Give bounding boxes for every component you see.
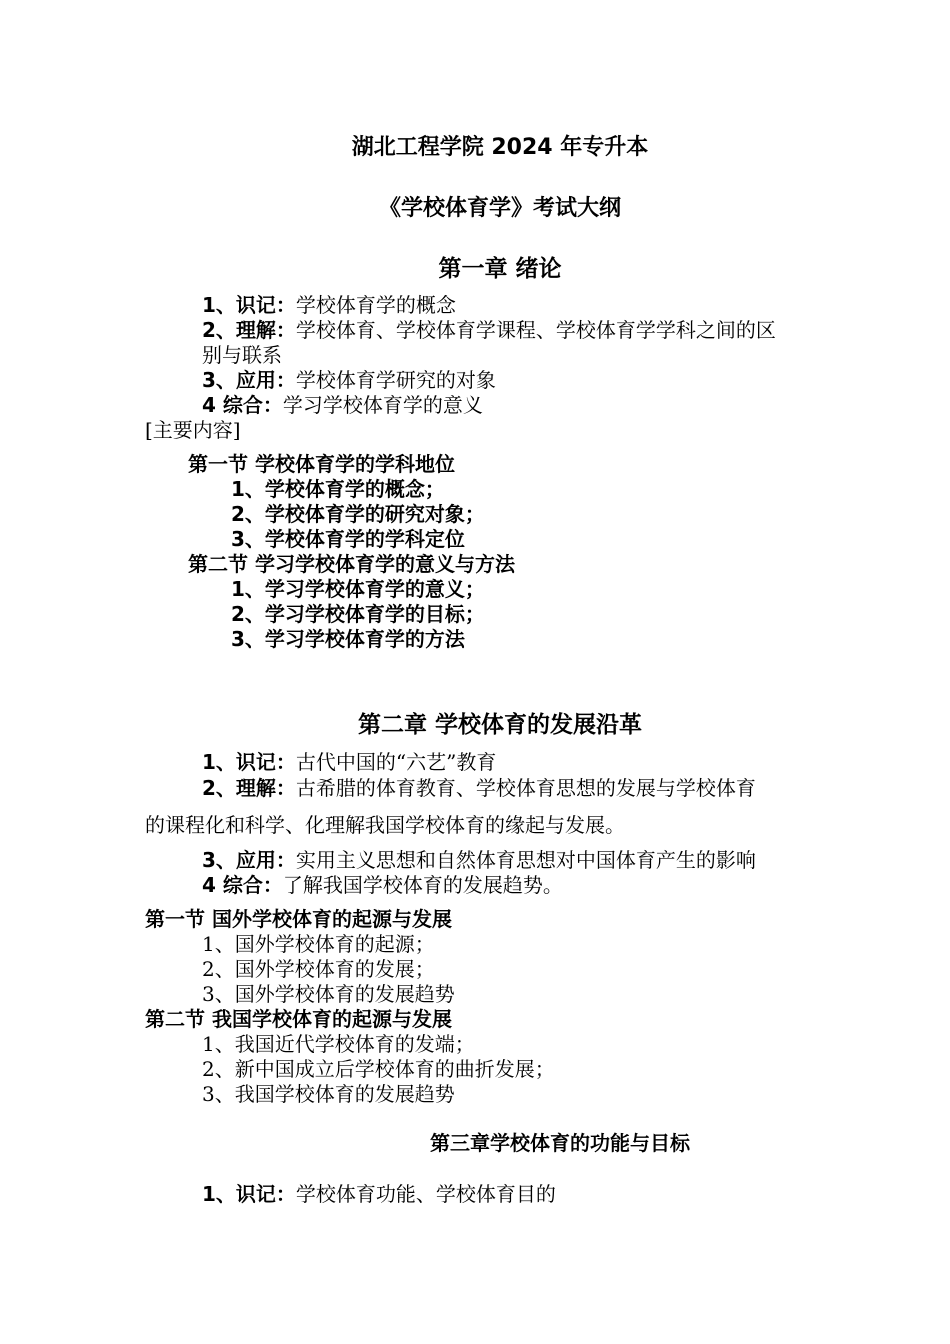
ch2-objective-3	[202, 848, 756, 873]
ch2-objective-2-cont: 的课程化和科学、化理解我国学校体育的缘起与发展。	[145, 813, 625, 837]
list-item: 2、国外学校体育的发展；	[202, 957, 435, 981]
list-item: 2、学习学校体育学的目标；	[231, 602, 485, 626]
list-item: 1、学习学校体育学的意义；	[231, 577, 485, 601]
ch1-objective-2	[202, 318, 776, 343]
list-item: 1、国外学校体育的起源；	[202, 932, 435, 956]
objective-text: 学校体育、学校体育学课程、学校体育学学科之间的区	[295, 318, 776, 342]
objective-text: 学校体育学研究的对象	[295, 368, 496, 392]
ch2-objective-1	[202, 750, 496, 775]
objective-label: 4 综合：	[202, 873, 283, 897]
ch2-section-1-title: 第一节 国外学校体育的起源与发展	[145, 907, 452, 931]
ch2-objective-2	[202, 776, 756, 801]
objective-text: 了解我国学校体育的发展趋势。	[282, 873, 563, 897]
objective-text: 学习学校体育学的意义	[282, 393, 483, 417]
objective-text: 实用主义思想和自然体育思想对中国体育产生的影响	[295, 848, 756, 872]
objective-text: 学校体育学的概念	[295, 293, 456, 317]
list-item: 3、学习学校体育学的方法	[231, 627, 465, 651]
objective-label: 1、识记：	[202, 1182, 296, 1206]
document-title: 湖北工程学院 2024 年专升本	[351, 135, 649, 160]
objective-label: 1、识记：	[202, 293, 296, 317]
list-item: 1、学校体育学的概念；	[231, 477, 445, 501]
ch1-section-2-title: 第二节 学习学校体育学的意义与方法	[188, 552, 515, 576]
objective-label: 4 综合：	[202, 393, 283, 417]
objective-text: 古代中国的“六艺”教育	[295, 750, 497, 774]
objective-text: 学校体育功能、学校体育目的	[295, 1182, 556, 1206]
objective-label: 3、应用：	[202, 368, 296, 392]
list-item: 3、我国学校体育的发展趋势	[202, 1082, 455, 1106]
chapter-1-title: 第一章 绪论	[438, 256, 562, 282]
list-item: 2、新中国成立后学校体育的曲折发展；	[202, 1057, 555, 1081]
ch1-section-1-title: 第一节 学校体育学的学科地位	[188, 452, 455, 476]
chapter-2-title: 第二章 学校体育的发展沿革	[357, 712, 642, 738]
ch3-objective-1	[202, 1182, 556, 1207]
ch1-objective-1	[202, 293, 456, 318]
list-item: 1、我国近代学校体育的发端；	[202, 1032, 475, 1056]
document-subtitle: 《学校体育学》考试大纲	[378, 196, 621, 221]
main-content-heading: [主要内容]	[145, 418, 241, 442]
objective-text: 古希腊的体育教育、学校体育思想的发展与学校体育	[295, 776, 756, 800]
objective-label: 2、理解：	[202, 776, 296, 800]
chapter-3-title: 第三章学校体育的功能与目标	[430, 1131, 690, 1155]
list-item: 2、学校体育学的研究对象；	[231, 502, 485, 526]
ch1-objective-4	[202, 393, 483, 418]
ch2-objective-4	[202, 873, 563, 898]
ch1-objective-3	[202, 368, 496, 393]
list-item: 3、国外学校体育的发展趋势	[202, 982, 455, 1006]
ch1-objective-2-cont: 别与联系	[202, 343, 282, 367]
objective-label: 2、理解：	[202, 318, 296, 342]
ch2-section-2-title: 第二节 我国学校体育的起源与发展	[145, 1007, 452, 1031]
objective-label: 1、识记：	[202, 750, 296, 774]
objective-label: 3、应用：	[202, 848, 296, 872]
list-item: 3、学校体育学的学科定位	[231, 527, 465, 551]
